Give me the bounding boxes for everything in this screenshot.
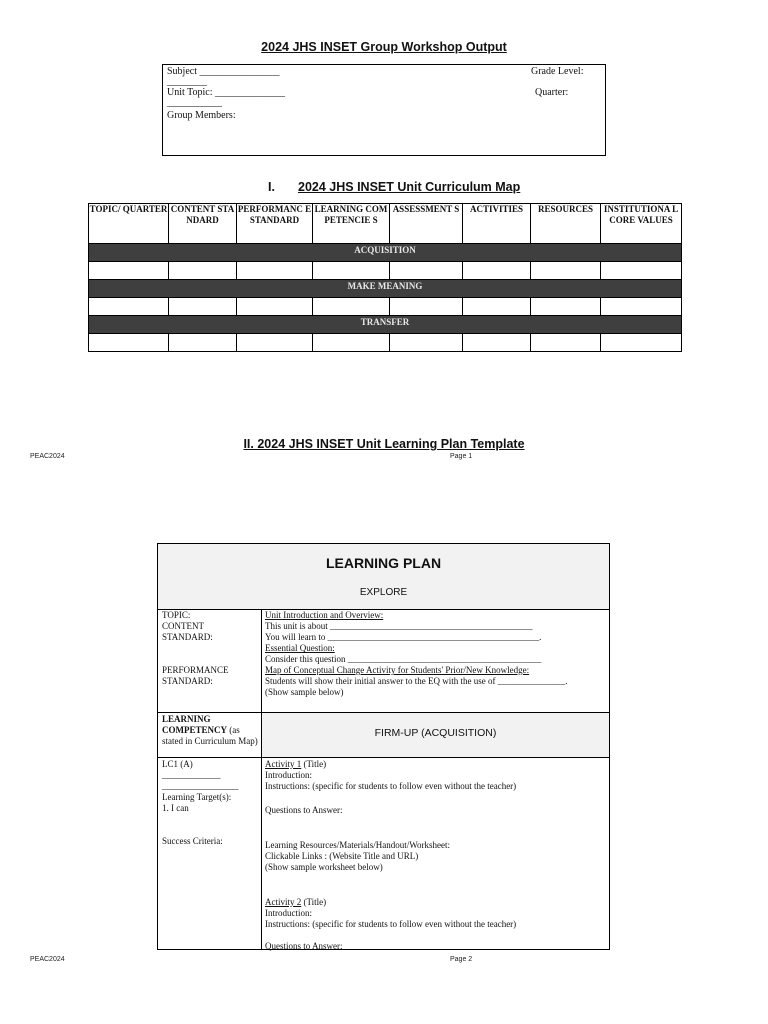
page-number: Page 1 [450, 453, 473, 460]
group-members-field: Group Members: [167, 110, 236, 121]
activities-section [265, 759, 516, 952]
group-info-box [162, 64, 606, 156]
instructions-label: Instructions: (specific for students to follow even without the teacher) [265, 781, 517, 791]
column-header: PERFORMANC E STANDARD [237, 204, 313, 244]
firm-up-label: FIRM-UP (ACQUISITION) [374, 727, 497, 739]
essential-question-line: Consider this question ___________________________________________ [265, 654, 542, 664]
table-cell [169, 298, 237, 316]
table-cell [313, 298, 390, 316]
success-criteria-label: Success Criteria: [162, 836, 223, 846]
page-title: 2024 JHS INSET Group Workshop Output [261, 40, 507, 54]
table-cell [463, 334, 531, 352]
table-cell [237, 334, 313, 352]
i-can-label: 1. I can [162, 803, 189, 813]
plan-title: LEARNING PLAN [325, 555, 442, 571]
table-cell [89, 334, 169, 352]
lc-label-bold: LEARNING COMPETENCY [162, 714, 227, 735]
lc-label-rest: (as stated in Curriculum Map) [162, 725, 258, 746]
overview-heading: Unit Introduction and Overview: [265, 610, 384, 620]
learning-target-label: Learning Target(s): [162, 792, 232, 802]
show-sample-note: (Show sample below) [265, 687, 344, 697]
table-cell [601, 298, 682, 316]
column-divider [261, 609, 262, 949]
page-number: Page 2 [450, 956, 473, 963]
sample-worksheet-note: (Show sample worksheet below) [265, 862, 383, 872]
content-standard-label: STANDARD: [162, 632, 213, 642]
plan-header [158, 544, 609, 610]
lc1-label: LC1 (A) [162, 759, 193, 769]
band-make-meaning: MAKE MEANING [89, 280, 682, 298]
performance-standard-label: STANDARD: [162, 676, 213, 686]
table-cell [313, 262, 390, 280]
resources-label: Learning Resources/Materials/Handout/Worksheet: [265, 840, 450, 850]
activity-2-title: (Title) [301, 897, 327, 907]
firm-up-header [262, 713, 609, 757]
overview-line: You will learn to _______________________________________________. [265, 632, 542, 642]
column-header: LEARNING COMPETENCIE S [313, 204, 390, 244]
grade-level-field: Grade Level: [531, 66, 584, 77]
table-cell [390, 298, 463, 316]
overview-line: This unit is about _____________________________________________ [265, 621, 533, 631]
section-title: 2024 JHS INSET Unit Curriculum Map [298, 180, 521, 194]
row-divider [158, 757, 609, 758]
section-number: I. [268, 180, 275, 194]
learning-plan-table [157, 543, 610, 950]
curriculum-map-table [88, 203, 682, 352]
table-header-row [89, 204, 682, 244]
plan-subtitle: EXPLORE [359, 587, 408, 598]
subject-field: Subject ________________ [167, 66, 280, 77]
column-header: RESOURCES [531, 204, 601, 244]
column-header: INSTITUTIONA L CORE VALUES [601, 204, 682, 244]
links-label: Clickable Links : (Website Title and URL) [265, 851, 419, 861]
instructions-label: Instructions: (specific for students to follow even without the teacher) [265, 919, 517, 929]
table-cell [463, 298, 531, 316]
table-cell [390, 334, 463, 352]
topic-label: TOPIC: [162, 610, 191, 620]
standards-labels [162, 610, 229, 687]
quarter-field: Quarter: [535, 87, 569, 98]
table-cell [531, 298, 601, 316]
unit-topic-continuation: ___________ [167, 97, 222, 108]
conceptual-change-heading: Map of Conceptual Change Activity for Students' Prior/New Knowledge: [265, 665, 530, 675]
table-cell [390, 262, 463, 280]
activity-2-label: Activity 2 [265, 897, 302, 907]
content-label: CONTENT [162, 621, 204, 631]
questions-label: Questions to Answer: [265, 941, 343, 951]
subject-field-continuation: ________ [167, 76, 207, 87]
table-cell [169, 334, 237, 352]
section-1-heading [268, 180, 520, 194]
blank-line: _____________ [162, 770, 221, 780]
conceptual-change-line: Students will show their initial answer to the EQ with the use of _______________. [265, 676, 568, 686]
learning-competency-label [162, 714, 258, 747]
footer-left: PEAC2024 [30, 453, 65, 460]
table-cell [237, 298, 313, 316]
activity-1-label: Activity 1 [265, 759, 302, 769]
table-cell [313, 334, 390, 352]
table-cell [601, 334, 682, 352]
table-cell [89, 298, 169, 316]
table-cell [237, 262, 313, 280]
band-transfer: TRANSFER [89, 316, 682, 334]
table-cell [463, 262, 531, 280]
questions-label: Questions to Answer: [265, 805, 343, 815]
unit-topic-field: Unit Topic: ______________ [167, 87, 286, 98]
table-cell [531, 262, 601, 280]
table-cell [169, 262, 237, 280]
column-header: ASSESSMENT S [390, 204, 463, 244]
essential-question-heading: Essential Question: [265, 643, 335, 653]
introduction-label: Introduction: [265, 908, 312, 918]
competency-details [162, 759, 239, 847]
activity-1-title: (Title) [301, 759, 327, 769]
table-cell [601, 262, 682, 280]
column-header: CONTENT STANDARD [169, 204, 237, 244]
table-cell [89, 262, 169, 280]
footer-left: PEAC2024 [30, 956, 65, 963]
band-acquisition: ACQUISITION [89, 244, 682, 262]
table-cell [531, 334, 601, 352]
unit-overview [265, 610, 567, 698]
blank-line: _________________ [162, 781, 239, 791]
performance-label: PERFORMANCE [162, 665, 229, 675]
section-2-heading: II. 2024 JHS INSET Unit Learning Plan Template [243, 437, 525, 451]
column-header: TOPIC/ QUARTER [89, 204, 169, 244]
column-header: ACTIVITIES [463, 204, 531, 244]
table-row [89, 262, 682, 280]
table-row [89, 334, 682, 352]
table-row [89, 298, 682, 316]
introduction-label: Introduction: [265, 770, 312, 780]
